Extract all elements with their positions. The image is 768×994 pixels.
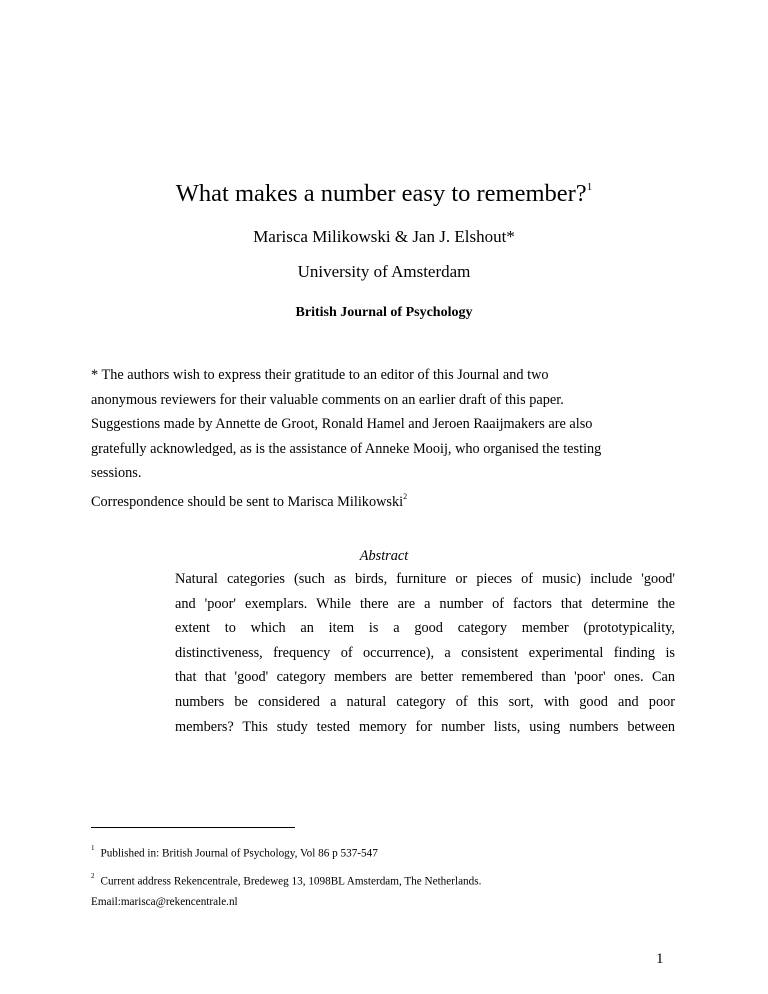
page-number: 1 — [656, 951, 664, 967]
correspondence-footnote-marker: 2 — [403, 491, 408, 501]
footnote-marker: 1 — [91, 844, 95, 852]
title-footnote-marker: 1 — [586, 181, 593, 193]
paper-title — [0, 174, 768, 209]
abstract-line: extent to which an item is a good category member (prototypicality, — [175, 620, 675, 637]
ack-line: sessions. — [91, 465, 142, 481]
abstract-line: numbers be considered a natural category of this sort, with good and poor — [175, 693, 675, 710]
email-text: Email:marisca@rekencentrale.nl — [91, 896, 238, 908]
acknowledgement-block — [91, 363, 691, 514]
abstract-line: and 'poor' exemplars. While there are a number of factors that determine the — [175, 595, 675, 612]
ack-line: gratefully acknowledged, as is the assistance of Anneke Mooij, who organised the testing — [91, 440, 602, 457]
footnote-divider — [91, 827, 295, 828]
ack-line: * The authors wish to express their gratitude to an editor of this Journal and two — [91, 367, 549, 383]
affiliation: University of Amsterdam — [297, 262, 471, 281]
paper-title-text: What makes a number easy to remember? — [175, 180, 587, 208]
footnote-text: Current address Rekencentrale, Bredeweg 13, 1098BL Amsterdam, The Netherlands. — [100, 875, 482, 888]
journal-name: British Journal of Psychology — [295, 305, 473, 320]
abstract-heading: Abstract — [359, 548, 409, 564]
footnote-2 — [91, 871, 481, 889]
abstract-body — [175, 567, 675, 739]
correspondence-text: Correspondence should be sent to Marisca Milikowski — [91, 493, 404, 510]
abstract-line: distinctiveness, frequency of occurrence), a consistent experimental finding is — [175, 644, 675, 661]
footnote-text: Published in: British Journal of Psychology, Vol 86 p 537-547 — [100, 847, 378, 860]
abstract-line: that that 'good' category members are better remembered than 'poor' ones. Can — [175, 669, 675, 686]
footnote-1 — [91, 843, 378, 861]
ack-line: anonymous reviewers for their valuable comments on an earlier draft of this paper. — [91, 391, 564, 408]
correspondence-line — [91, 486, 691, 514]
author-list: Marisca Milikowski & Jan J. Elshout* — [253, 227, 515, 246]
abstract-line: members? This study tested memory for number lists, using numbers between — [175, 718, 675, 735]
ack-line: Suggestions made by Annette de Groot, Ronald Hamel and Jeroen Raaijmakers are also — [91, 416, 593, 432]
footnote-marker: 2 — [91, 872, 95, 880]
footnote-email — [91, 895, 238, 909]
abstract-line: Natural categories (such as birds, furniture or pieces of music) include 'good' — [175, 571, 675, 587]
